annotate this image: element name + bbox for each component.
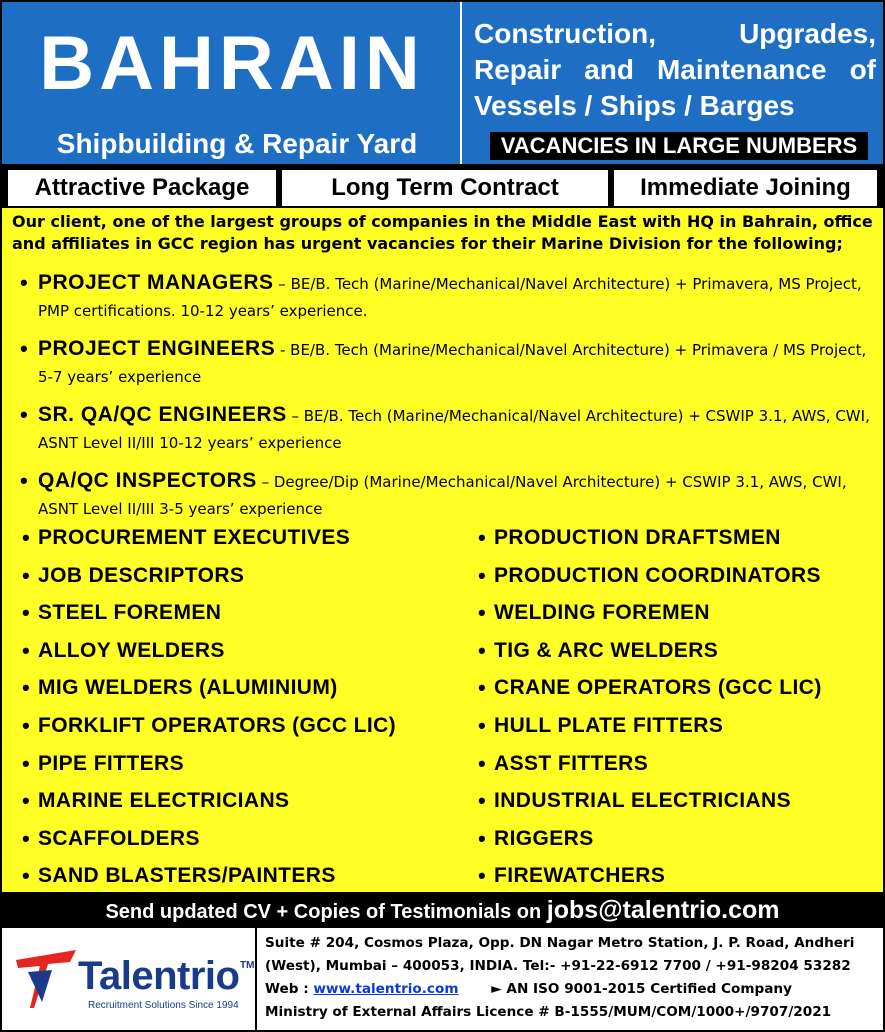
bullet-icon: • (22, 562, 31, 588)
scope-text: Construction, Upgrades, Repair and Maintenance of Vessels / Ships / Barges (474, 18, 876, 121)
position-item (478, 672, 878, 710)
position-label: ALLOY WELDERS (38, 638, 225, 662)
position-desc: – Degree/Dip (Marine/Mechanical/Navel Architecture) + CSWIP 3.1, AWS, CWI, ASNT Level II/III 3-5 years’ experience (38, 473, 847, 518)
send-cv-bar (2, 892, 883, 928)
bullet-icon: • (478, 788, 487, 814)
position-item (22, 597, 462, 635)
position-desc: - BE/B. Tech (Marine/Mechanical/Navel Architecture) + Primavera / MS Project, 5-7 years’ experience (38, 341, 867, 386)
position-item (22, 672, 462, 710)
position-item (478, 635, 878, 673)
position-item (20, 336, 878, 391)
header (2, 2, 883, 164)
address-line: Suite # 204, Cosmos Plaza, Opp. DN Nagar Metro Station, J. P. Road, Andheri (265, 935, 855, 951)
position-item (478, 823, 878, 861)
country-title: BAHRAIN (39, 21, 425, 106)
position-item (20, 468, 878, 523)
position-role: QA/QC INSPECTORS (38, 469, 257, 492)
contact-email-link[interactable]: jobs@talentrio.com (546, 896, 780, 924)
position-label: RIGGERS (494, 826, 594, 850)
position-label: TIG & ARC WELDERS (494, 638, 719, 662)
position-label: PROCUREMENT EXECUTIVES (38, 526, 351, 549)
bullet-icon: • (22, 712, 31, 738)
position-item (22, 748, 462, 786)
company-logo (2, 928, 257, 1030)
position-label: SCAFFOLDERS (38, 826, 200, 850)
position-item (478, 748, 878, 786)
position-item (22, 823, 462, 861)
position-label: ASST FITTERS (494, 751, 649, 775)
position-item (22, 635, 462, 673)
bullet-icon: • (22, 600, 31, 626)
positions-left-column (22, 522, 462, 898)
bullet-icon: • (478, 637, 487, 663)
iso-certification: ► AN ISO 9001-2015 Certified Company (491, 981, 792, 997)
position-label: PIPE FITTERS (38, 751, 184, 775)
bullet-icon: • (478, 863, 487, 889)
position-item (22, 560, 462, 598)
benefit-package: Attractive Package (8, 170, 276, 206)
bullet-icon: • (478, 750, 487, 776)
position-role: PROJECT MANAGERS (38, 271, 274, 294)
position-label: SAND BLASTERS/PAINTERS (38, 864, 336, 888)
logo-tagline: Recruitment Solutions Since 1994 (88, 1000, 239, 1011)
bullet-icon: • (478, 712, 487, 738)
bullet-icon: • (478, 825, 487, 851)
bullet-icon: • (478, 600, 487, 626)
position-item (22, 522, 462, 560)
position-item (478, 597, 878, 635)
bullet-icon: • (22, 863, 31, 889)
licence-line: Ministry of External Affairs Licence # B-1555/MUM/COM/1000+/9707/2021 (265, 1004, 832, 1020)
position-label: INDUSTRIAL ELECTRICIANS (494, 789, 791, 813)
bullet-icon: • (22, 637, 31, 663)
position-item (478, 560, 878, 598)
detailed-positions (20, 270, 878, 534)
position-role: PROJECT ENGINEERS (38, 337, 276, 360)
company-address (265, 932, 877, 1024)
benefit-joining: Immediate Joining (614, 170, 877, 206)
talentrio-mark-icon (14, 942, 84, 1012)
header-right (464, 2, 883, 164)
bullet-icon: • (20, 336, 28, 361)
position-label: JOB DESCRIPTORS (38, 563, 245, 587)
benefit-contract: Long Term Contract (282, 170, 608, 206)
position-label: PRODUCTION DRAFTSMEN (494, 526, 781, 549)
logo-name: Talentrio (78, 954, 240, 998)
footer (2, 928, 883, 1030)
bullet-icon: • (20, 402, 28, 427)
position-label: WELDING FOREMEN (494, 601, 710, 625)
bullet-icon: • (22, 675, 31, 701)
position-label: MARINE ELECTRICIANS (38, 789, 290, 813)
position-item (20, 270, 878, 325)
yard-subtitle: Shipbuilding & Repair Yard (56, 128, 418, 159)
web-label: Web : (265, 981, 314, 997)
bullet-icon: • (22, 825, 31, 851)
bullet-icon: • (22, 750, 31, 776)
position-label: MIG WELDERS (ALUMINIUM) (38, 676, 338, 700)
intro-text: Our client, one of the largest groups of companies in the Middle East with HQ in Bahrain, office and affiliates in GCC region has urgent vacancies for their Marine Division for the following; (12, 212, 873, 253)
position-desc: – BE/B. Tech (Marine/Mechanical/Navel Architecture) + CSWIP 3.1, AWS, CWI, ASNT Level II/III 10-12 years’ experience (38, 407, 870, 452)
benefits-banner (2, 164, 883, 208)
position-item (478, 785, 878, 823)
bullet-icon: • (22, 525, 31, 550)
position-item (22, 785, 462, 823)
position-label: STEEL FOREMEN (38, 601, 222, 625)
position-item (20, 402, 878, 457)
position-item (478, 710, 878, 748)
send-cv-text: Send updated CV + Copies of Testimonials on (105, 901, 547, 923)
bullet-icon: • (22, 788, 31, 814)
position-label: FIREWATCHERS (494, 864, 666, 888)
website-link[interactable]: www.talentrio.com (313, 981, 459, 997)
positions-right-column (478, 522, 878, 898)
trademark-mark: TM (240, 960, 255, 971)
position-item (22, 710, 462, 748)
position-item (478, 522, 878, 560)
position-role: SR. QA/QC ENGINEERS (38, 403, 287, 426)
position-label: CRANE OPERATORS (GCC LIC) (494, 676, 822, 700)
position-label: FORKLIFT OPERATORS (GCC LIC) (38, 713, 397, 737)
bullet-icon: • (20, 270, 28, 295)
position-label: HULL PLATE FITTERS (494, 713, 724, 737)
position-label: PRODUCTION COORDINATORS (494, 563, 821, 587)
header-left (2, 2, 462, 164)
bullet-icon: • (20, 468, 28, 493)
address-line: (West), Mumbai – 400053, INDIA. Tel:- +91-22-6912 7700 / +91-98204 53282 (265, 958, 851, 974)
web-line (265, 978, 877, 1001)
bullet-icon: • (478, 562, 487, 588)
position-desc: – BE/B. Tech (Marine/Mechanical/Navel Architecture) + Primavera, MS Project, PMP certifications. 10-12 years’ experience. (38, 275, 862, 320)
vacancies-badge: VACANCIES IN LARGE NUMBERS (490, 132, 868, 160)
bullet-icon: • (478, 675, 487, 701)
bullet-icon: • (478, 525, 487, 550)
